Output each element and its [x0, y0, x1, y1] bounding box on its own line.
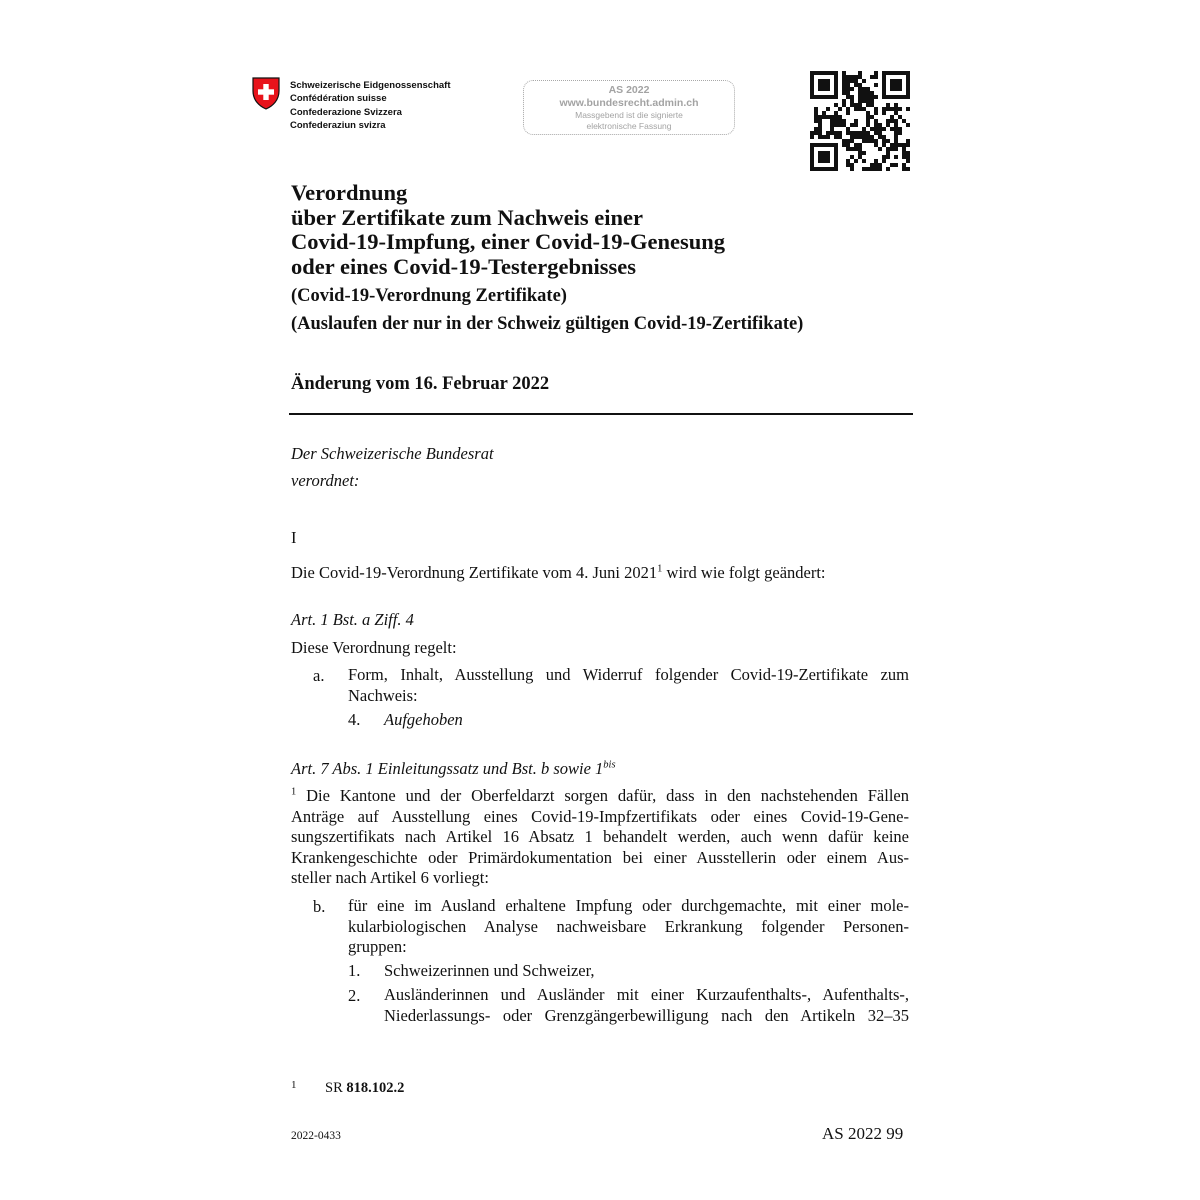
footnote-number: 1 [291, 1079, 297, 1091]
text-line [291, 786, 909, 807]
section-numeral: I [291, 528, 297, 547]
stamp-edition: AS 2022 [608, 84, 650, 96]
art7-sub1-label: 1. [348, 961, 361, 980]
swiss-cross-shield-icon [252, 77, 280, 110]
art7-sub1-text: Schweizerinnen und Schweizer, [384, 961, 595, 980]
art1-item-a-text [348, 665, 909, 706]
stamp-website: www.bundesrecht.admin.ch [559, 97, 699, 109]
text-line: Anträge auf Ausstellung eines Covid-19-Impfzertifikats oder eines Covid-19-Gene- [291, 806, 909, 826]
art7-sub2-text [384, 985, 909, 1026]
section-intro-text-end: wird wie folgt geändert: [662, 563, 826, 582]
org-line-it: Confederazione Svizzera [290, 106, 402, 118]
title-line: oder eines Covid-19-Testergebnisses [291, 253, 636, 279]
text-line: kularbiologischen Analyse nachweisbare Erkrankung folgender Personen- [348, 916, 909, 936]
text-line: Form, Inhalt, Ausstellung und Widerruf folgender Covid-19-Zertifikate zum [348, 665, 909, 684]
official-publication-stamp [523, 80, 735, 135]
org-line-de: Schweizerische Eidgenossenschaft [290, 80, 451, 91]
paragraph-number: 1 [291, 786, 297, 798]
art7-heading [291, 759, 616, 779]
short-title: (Covid-19-Verordnung Zertifikate) [291, 286, 567, 306]
title-line: Covid-19-Impfung, einer Covid-19-Genesung [291, 229, 725, 254]
section-intro-text: Die Covid-19-Verordnung Zertifikate vom 4. Juni 2021 [291, 563, 658, 582]
art7-heading-sup: bis [603, 759, 616, 771]
text-line: Krankengeschichte oder Primärdokumentation bei einer Ausstellerin oder einem Aus- [291, 847, 909, 867]
subject-title: (Auslaufen der nur in der Schweiz gültigen Covid-19-Zertifikate) [291, 314, 804, 334]
footnote-reference[interactable]: 1 [657, 563, 663, 575]
document-number: 2022-0433 [291, 1130, 341, 1142]
stamp-note-1: Massgebend ist die signierte [575, 110, 683, 120]
ordinance-title [291, 181, 931, 279]
text-line: Niederlassungs- oder Grenzgängerbewilligung nach den Artikeln 32–35 [384, 1005, 909, 1025]
text-line: Nachweis: [348, 685, 418, 705]
qr-code-icon [810, 71, 910, 171]
text-line: Ausländerinnen und Ausländer mit einer Kurzaufenthalts-, Aufenthalts-, [384, 985, 909, 1004]
preamble-verb: verordnet: [291, 471, 360, 490]
art1-heading: Art. 1 Bst. a Ziff. 4 [291, 610, 414, 629]
federal-administration-names [290, 79, 451, 133]
art1-sub4-text: Aufgehoben [384, 710, 463, 729]
art7-paragraph-1 [291, 786, 909, 889]
footnote-prefix: SR [325, 1080, 347, 1096]
art1-lead: Diese Verordnung regelt: [291, 638, 457, 657]
line-text: Die Kantone und der Oberfeldarzt sorgen dafür, dass in den nachstehenden Fällen [296, 786, 909, 805]
art1-item-a-label: a. [313, 666, 325, 685]
text-line: sungszertifikats nach Artikel 16 Absatz 1 behandelt werden, auch wenn dafür keine [291, 827, 909, 846]
text-line: gruppen: [348, 937, 407, 956]
section-intro [291, 563, 826, 583]
text-line: für eine im Ausland erhaltene Impfung oder durchgemachte, mit einer mole- [348, 896, 909, 915]
preamble-authority: Der Schweizerische Bundesrat [291, 444, 494, 463]
title-line: Verordnung [291, 180, 408, 205]
footnote-sr-link[interactable]: 818.102.2 [346, 1080, 405, 1096]
text-line: steller nach Artikel 6 vorliegt: [291, 868, 489, 887]
title-divider [289, 413, 913, 415]
org-line-rm: Confederaziun svizra [290, 120, 386, 132]
art7-sub2-label: 2. [348, 986, 361, 1005]
art1-sub4-label: 4. [348, 710, 361, 729]
amendment-date: Änderung vom 16. Februar 2022 [291, 374, 550, 394]
org-line-fr: Confédération suisse [290, 93, 387, 105]
footnote-text [325, 1079, 404, 1097]
art7-item-b-label: b. [313, 897, 326, 916]
stamp-note-2: elektronische Fassung [586, 120, 672, 131]
title-line: über Zertifikate zum Nachweis einer [291, 204, 644, 230]
art7-heading-text: Art. 7 Abs. 1 Einleitungssatz und Bst. b sowie 1 [291, 759, 604, 778]
official-compilation-reference: AS 2022 99 [822, 1124, 904, 1143]
art7-item-b-text [348, 896, 909, 958]
